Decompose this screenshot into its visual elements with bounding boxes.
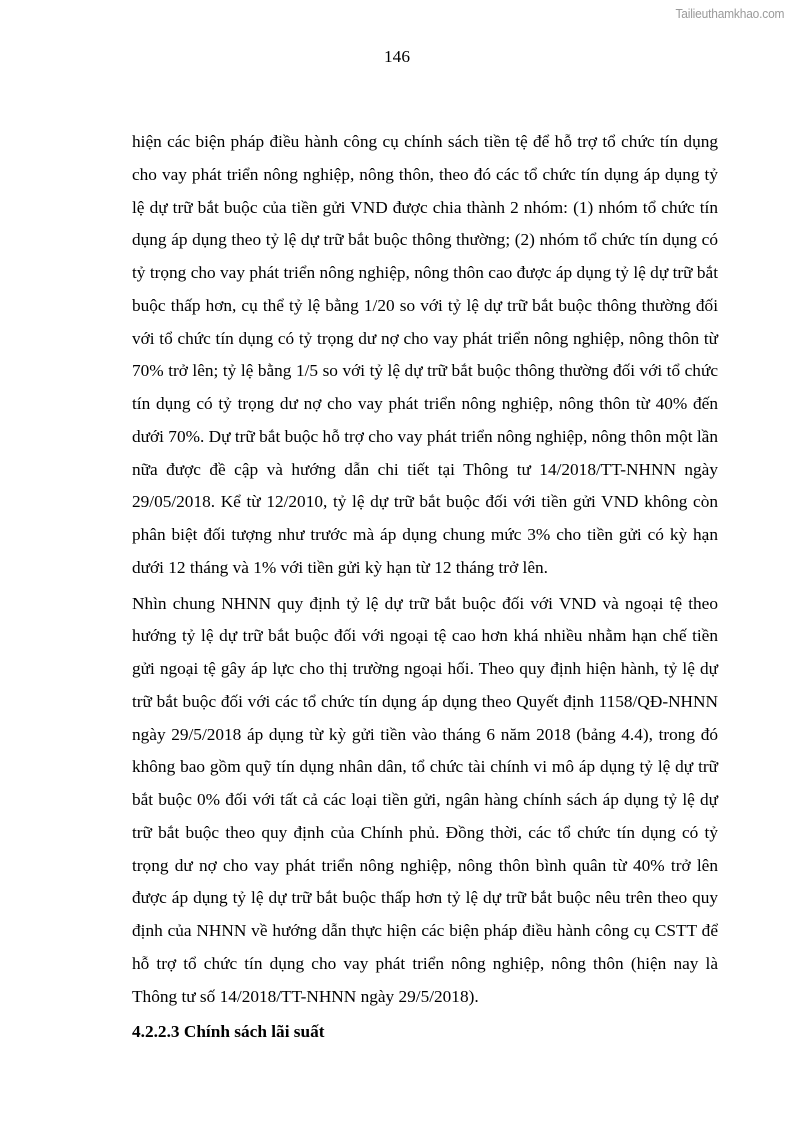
paragraph: hiện các biện pháp điều hành công cụ chính sách tiền tệ để hỗ trợ tổ chức tín dụng cho vay phát triển nông nghiệp, nông thôn, theo đó các tổ chức tín dụng áp dụng tỷ lệ dự trữ bắt buộc của tiền gửi VND được chia thành 2 nhóm: (1) nhóm tổ chức tín dụng áp dụng theo tỷ lệ dự trữ bắt buộc thông thường; (2) nhóm tổ chức tín dụng có tỷ trọng cho vay phát triển nông nghiệp, nông thôn cao được áp dụng tỷ lệ dự trữ bắt buộc thấp hơn, cụ thể tỷ lệ bằng 1/20 so với tỷ lệ dự trữ bắt buộc thông thường đối với tổ chức tín dụng có tỷ trọng dư nợ cho vay phát triển nông nghiệp, nông thôn từ 70% trở lên; tỷ lệ bằng 1/5 so với tỷ lệ dự trữ bắt buộc thông thường đối với tổ chức tín dụng có tỷ trọng dư nợ cho vay phát triển nông nghiệp, nông thôn từ 40% đến dưới 70%. Dự trữ bắt buộc hỗ trợ cho vay phát triển nông nghiệp, nông thôn một lần nữa được đề cập và hướng dẫn chi tiết tại Thông tư 14/2018/TT-NHNN ngày 29/05/2018. Kể từ 12/2010, tỷ lệ dự trữ bắt buộc đối với tiền gửi VND không còn phân biệt đối tượng như trước mà áp dụng chung mức 3% cho tiền gửi có kỳ hạn dưới 12 tháng và 1% với tiền gửi kỳ hạn từ 12 tháng trở lên. <box>132 132 718 577</box>
page-number: 146 <box>384 47 410 66</box>
document-body <box>132 126 718 1049</box>
watermark: Tailieuthamkhao.com <box>675 6 784 21</box>
section-heading: 4.2.2.3 Chính sách lãi suất <box>132 1022 325 1042</box>
paragraph: Nhìn chung NHNN quy định tỷ lệ dự trữ bắt buộc đối với VND và ngoại tệ theo hướng tỷ lệ dự trữ bắt buộc đối với ngoại tệ cao hơn khá nhiều nhằm hạn chế tiền gửi ngoại tệ gây áp lực cho thị trường ngoại hối. Theo quy định hiện hành, tỷ lệ dự trữ bắt buộc đối với các tổ chức tín dụng áp dụng theo Quyết định 1158/QĐ-NHNN ngày 29/5/2018 áp dụng từ kỳ gửi tiền vào tháng 6 năm 2018 (bảng 4.4), trong đó không bao gồm quỹ tín dụng nhân dân, tổ chức tài chính vi mô áp dụng tỷ lệ dự trữ bắt buộc 0% đối với tất cả các loại tiền gửi, ngân hàng chính sách áp dụng tỷ lệ dự trữ bắt buộc theo quy định của Chính phủ. Đồng thời, các tổ chức tín dụng có tỷ trọng dư nợ cho vay phát triển nông nghiệp, nông thôn bình quân từ 40% trở lên được áp dụng tỷ lệ dự trữ bắt buộc thấp hơn tỷ lệ dự trữ bắt buộc nêu trên theo quy định của NHNN về hướng dẫn thực hiện các biện pháp điều hành công cụ CSTT để hỗ trợ tổ chức tín dụng cho vay phát triển nông nghiệp, nông thôn (hiện nay là Thông tư số 14/2018/TT-NHNN ngày 29/5/2018). <box>132 593 718 1006</box>
